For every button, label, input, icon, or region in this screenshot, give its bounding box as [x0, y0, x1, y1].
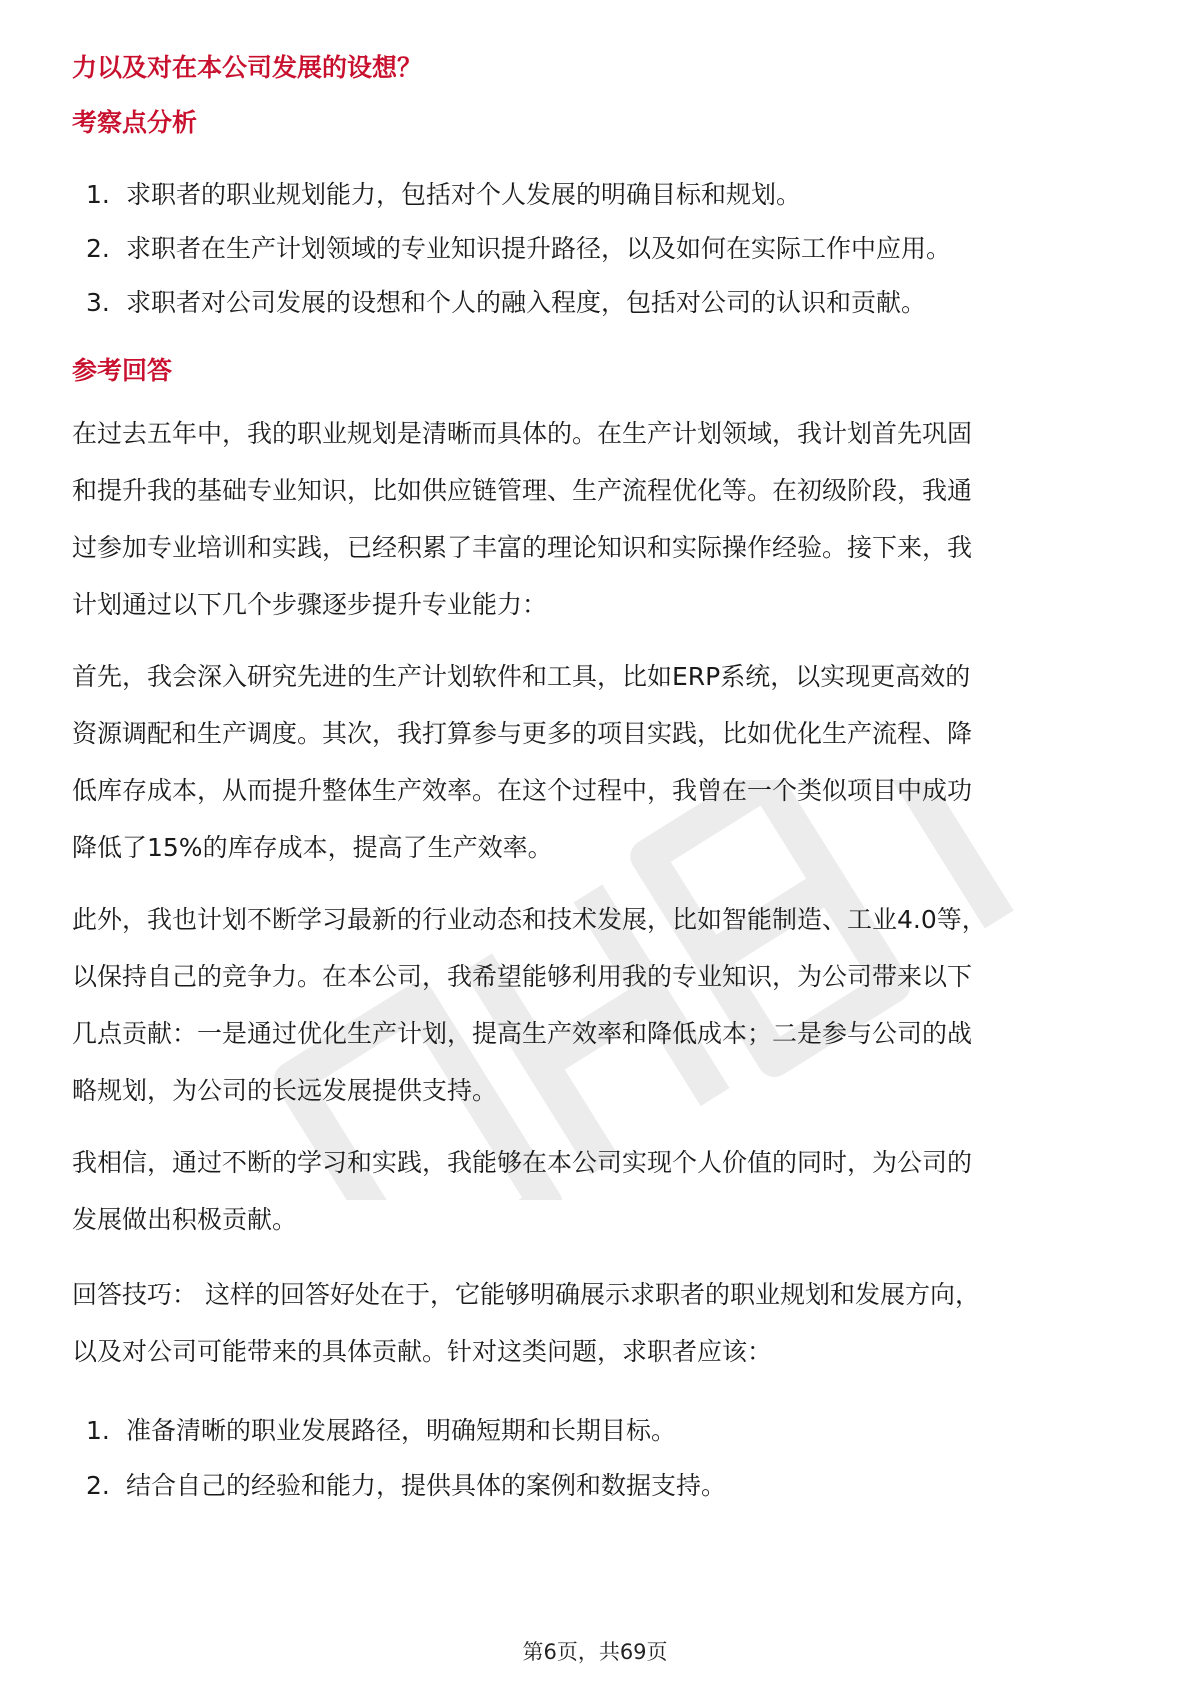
- list-number: 2.: [86, 234, 110, 263]
- paragraph-line: 首先，我会深入研究先进的生产计划软件和工具，比如ERP系统，以实现更高效的: [72, 662, 971, 691]
- question-continuation: 力以及对在本公司发展的设想？: [72, 53, 423, 82]
- paragraph-line: 过参加专业培训和实践，已经积累了丰富的理论知识和实际操作经验。接下来，我: [72, 533, 973, 562]
- answer-paragraph: [72, 405, 1122, 633]
- page-number: 第6页，共69页: [522, 1640, 668, 1664]
- paragraph-line: 以保持自己的竞争力。在本公司，我希望能够利用我的专业知识，为公司带来以下: [72, 962, 973, 991]
- list-text: 结合自己的经验和能力，提供具体的案例和数据支持。: [126, 1471, 727, 1500]
- list-number: 1.: [86, 1416, 110, 1445]
- paragraph-line: 此外，我也计划不断学习最新的行业动态和技术发展，比如智能制造、工业4.0等，: [72, 905, 987, 934]
- list-text: 求职者的职业规划能力，包括对个人发展的明确目标和规划。: [126, 180, 802, 209]
- answer-paragraph: [72, 648, 1122, 876]
- list-item: [86, 283, 926, 319]
- list-item: [86, 1466, 726, 1502]
- list-text: 准备清晰的职业发展路径，明确短期和长期目标。: [126, 1416, 677, 1445]
- list-text: 求职者对公司发展的设想和个人的融入程度，包括对公司的认识和贡献。: [126, 288, 927, 317]
- paragraph-line: 略规划，为公司的长远发展提供支持。: [72, 1076, 498, 1105]
- paragraph-line: 和提升我的基础专业知识，比如供应链管理、生产流程优化等。在初级阶段，我通: [72, 476, 973, 505]
- list-number: 3.: [86, 288, 110, 317]
- list-text: 求职者在生产计划领域的专业知识提升路径，以及如何在实际工作中应用。: [126, 234, 952, 263]
- paragraph-line: 我相信，通过不断的学习和实践，我能够在本公司实现个人价值的同时，为公司的: [72, 1148, 973, 1177]
- paragraph-line: 回答技巧： 这样的回答好处在于，它能够明确展示求职者的职业规划和发展方向，: [72, 1280, 980, 1309]
- analysis-heading: 考察点分析: [72, 108, 198, 137]
- paragraph-line: 几点贡献：一是通过优化生产计划，提高生产效率和降低成本；二是参与公司的战: [72, 1019, 973, 1048]
- paragraph-line: 计划通过以下几个步骤逐步提升专业能力：: [72, 590, 548, 619]
- list-number: 1.: [86, 180, 110, 209]
- paragraph-line: 发展做出积极贡献。: [72, 1205, 298, 1234]
- paragraph-line: 资源调配和生产调度。其次，我打算参与更多的项目实践，比如优化生产流程、降: [72, 719, 973, 748]
- list-item: [86, 175, 801, 211]
- paragraph-line: 以及对公司可能带来的具体贡献。针对这类问题，求职者应该：: [72, 1337, 773, 1366]
- reference-heading: 参考回答: [72, 356, 173, 385]
- list-number: 2.: [86, 1471, 110, 1500]
- answer-paragraph: [72, 1134, 1122, 1248]
- paragraph-line: 降低了15%的库存成本，提高了生产效率。: [72, 833, 553, 862]
- tips-paragraph: [72, 1266, 1122, 1380]
- list-item: [86, 229, 951, 265]
- answer-paragraph: [72, 891, 1122, 1119]
- paragraph-line: 在过去五年中，我的职业规划是清晰而具体的。在生产计划领域，我计划首先巩固: [72, 419, 973, 448]
- paragraph-line: 低库存成本，从而提升整体生产效率。在这个过程中，我曾在一个类似项目中成功: [72, 776, 973, 805]
- list-item: [86, 1411, 676, 1447]
